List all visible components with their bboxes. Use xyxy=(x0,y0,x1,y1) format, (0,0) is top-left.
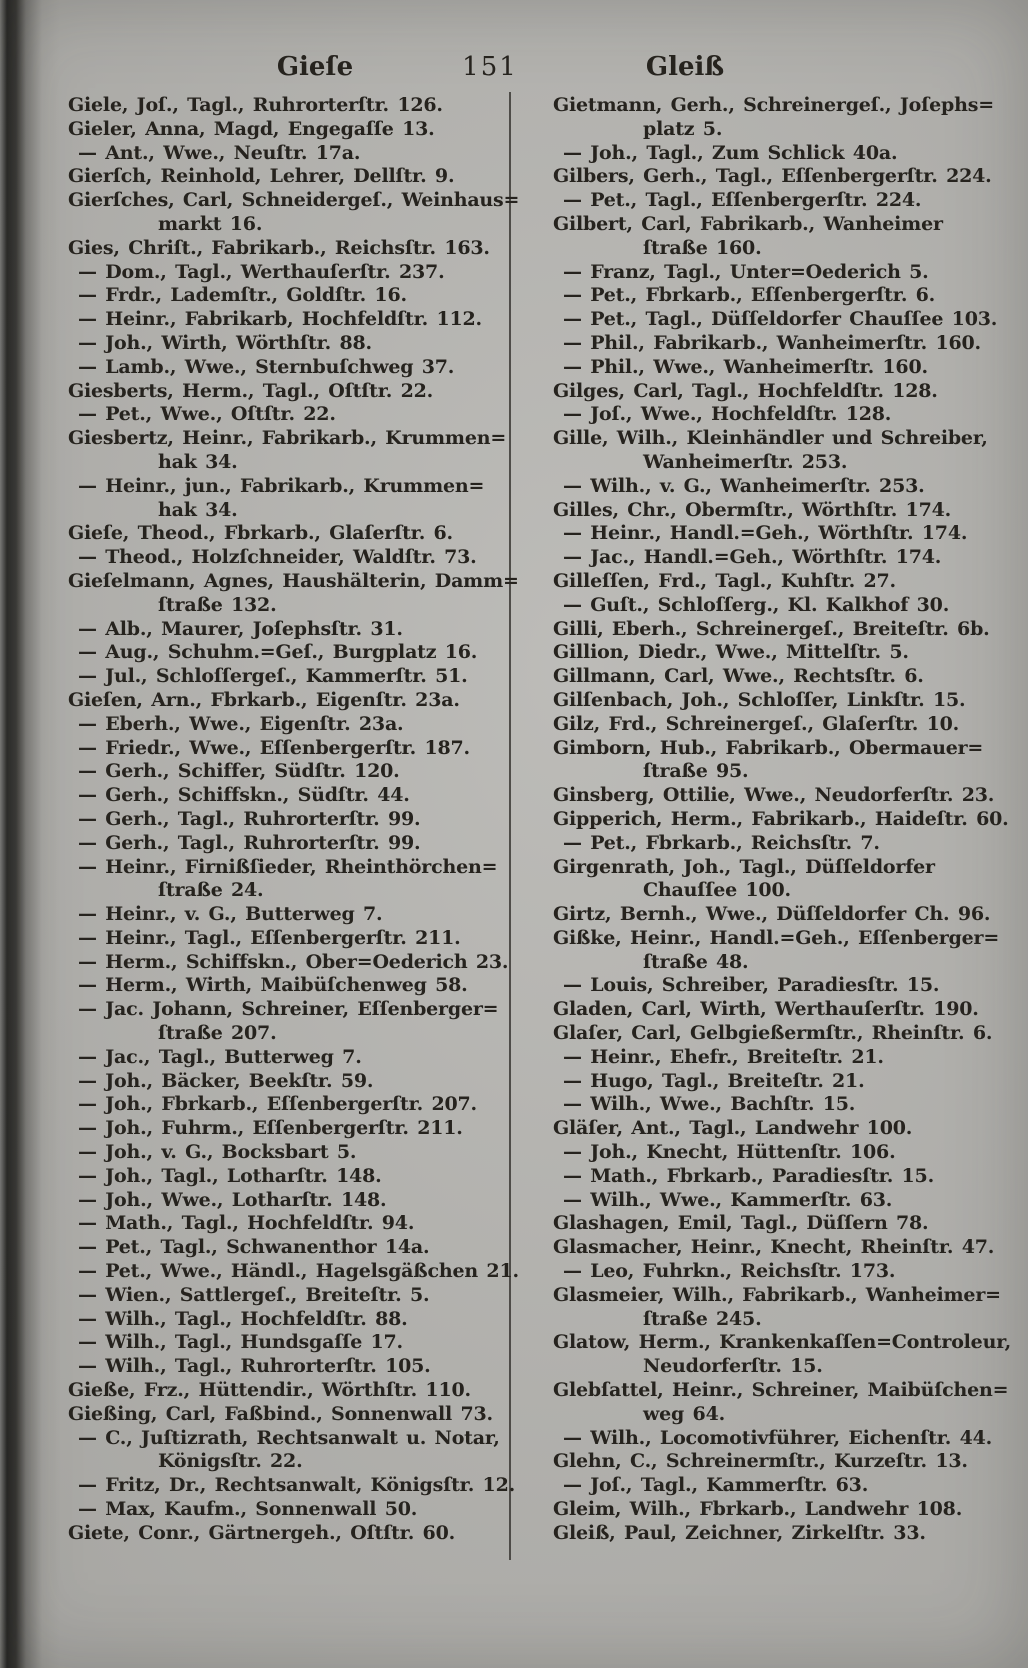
directory-entry-line: — Wilh., Tagl., Hundsgaſſe 17. xyxy=(78,1331,403,1354)
directory-entry-line: Gleiß, Paul, Zeichner, Zirkelſtr. 33. xyxy=(553,1521,926,1544)
directory-entry-line: Girgenrath, Joh., Tagl., Düſſeldorfer xyxy=(553,855,935,878)
directory-entry-line: — Wilh., Wwe., Bachſtr. 15. xyxy=(563,1093,856,1116)
directory-entry-line: — Pet., Tagl., Düſſeldorfer Chauſſee 103. xyxy=(563,308,998,331)
directory-entry-line: Glatow, Herm., Krankenkaſſen=Controleur, xyxy=(553,1331,1012,1354)
directory-entry-line: — Joh., Wwe., Lotharſtr. 148. xyxy=(78,1188,387,1211)
directory-entry-line: — Jac., Handl.=Geh., Wörthſtr. 174. xyxy=(563,546,942,569)
directory-entry-line: — Pet., Wwe., Händl., Hagelsgäßchen 21. xyxy=(78,1260,519,1283)
directory-entry-line: Glasmacher, Heinr., Knecht, Rheinſtr. 47. xyxy=(553,1236,995,1259)
directory-entry-line: Gierſches, Carl, Schneidergeſ., Weinhaus= xyxy=(68,189,520,212)
directory-entry-line: — Dom., Tagl., Werthauſerſtr. 237. xyxy=(78,260,445,283)
directory-entry-line: — Gerh., Schiffskn., Südſtr. 44. xyxy=(78,784,410,807)
directory-entry-line: — Heinr., Fabrikarb, Hochfeldſtr. 112. xyxy=(78,308,482,331)
directory-entry-line: — Wilh., Tagl., Ruhrorterſtr. 105. xyxy=(78,1355,431,1378)
directory-text-block xyxy=(68,94,1012,1546)
directory-entry-line: — Wilh., Tagl., Hochfeldſtr. 88. xyxy=(78,1307,408,1330)
directory-entry-line: hak 34. xyxy=(158,450,238,473)
directory-entry-line: — Pet., Fbrkarb., Reichsſtr. 7. xyxy=(563,831,880,854)
directory-entry-line: — Jac., Tagl., Butterweg 7. xyxy=(78,1045,362,1068)
directory-entry-line: Glaſer, Carl, Gelbgießermſtr., Rheinſtr. 6. xyxy=(553,1022,993,1045)
directory-entry-line: Gille, Wilh., Kleinhändler und Schreiber, xyxy=(553,427,988,450)
directory-entry-line: — Heinr., v. G., Butterweg 7. xyxy=(78,903,383,926)
directory-entry-line: — Heinr., Ehefr., Breiteſtr. 21. xyxy=(563,1045,884,1068)
directory-entry-line: weg 64. xyxy=(643,1402,725,1425)
directory-entry-line: — Frdr., Lademſtr., Goldſtr. 16. xyxy=(78,284,407,307)
page-number: 151 xyxy=(462,52,518,82)
directory-entry-line: markt 16. xyxy=(158,212,263,235)
directory-column-right xyxy=(553,94,1012,1546)
directory-entry-line: ſtraße 24. xyxy=(158,879,264,902)
directory-entry-line: Girtz, Bernh., Wwe., Düſſeldorfer Ch. 96. xyxy=(553,903,991,926)
directory-entry-line: Glehn, C., Schreinermſtr., Kurzeſtr. 13. xyxy=(553,1450,968,1473)
directory-entry-line: Gießing, Carl, Faßbind., Sonnenwall 73. xyxy=(68,1402,493,1425)
directory-entry-line: ſtraße 48. xyxy=(643,950,749,973)
directory-entry-line: Gillion, Diedr., Wwe., Mittelſtr. 5. xyxy=(553,641,909,664)
directory-entry-line: — Joh., v. G., Bocksbart 5. xyxy=(78,1141,357,1164)
directory-entry-line: — Pet., Tagl., Schwanenthor 14a. xyxy=(78,1236,430,1259)
directory-entry-line: — Herm., Schiffskn., Ober=Oederich 23. xyxy=(78,950,509,973)
directory-entry-line: ſtraße 245. xyxy=(643,1307,762,1330)
directory-entry-line: Gilli, Eberh., Schreinergeſ., Breiteſtr. 6b. xyxy=(553,617,990,640)
directory-entry-line: — Joſ., Wwe., Hochfeldſtr. 128. xyxy=(563,403,892,426)
directory-entry-line: ſtraße 160. xyxy=(643,236,762,259)
directory-entry-line: — Franz, Tagl., Unter=Oederich 5. xyxy=(563,260,929,283)
directory-entry-line: Neudorferſtr. 15. xyxy=(643,1355,823,1378)
directory-entry-line: — Joh., Fbrkarb., Eſſenbergerſtr. 207. xyxy=(78,1093,477,1116)
directory-entry-line: — Eberh., Wwe., Eigenſtr. 23a. xyxy=(78,712,404,735)
directory-entry-line: hak 34. xyxy=(158,498,238,521)
directory-entry-line: Gieſe, Theod., Fbrkarb., Glaſerſtr. 6. xyxy=(68,522,453,545)
directory-entry-line: — Pet., Tagl., Eſſenbergerſtr. 224. xyxy=(563,189,922,212)
directory-entry-line: Gilles, Chr., Obermſtr., Wörthſtr. 174. xyxy=(553,498,952,521)
directory-entry-line: Glashagen, Emil, Tagl., Düſſern 78. xyxy=(553,1212,929,1235)
directory-entry-line: Gieſelmann, Agnes, Haushälterin, Damm= xyxy=(68,569,519,592)
directory-entry-line: — Joh., Wirth, Wörthſtr. 88. xyxy=(78,331,372,354)
directory-entry-line: — Fritz, Dr., Rechtsanwalt, Königsſtr. 12. xyxy=(78,1474,516,1497)
directory-entry-line: Gleim, Wilh., Fbrkarb., Landwehr 108. xyxy=(553,1498,963,1521)
directory-entry-line: Wanheimerſtr. 253. xyxy=(643,450,848,473)
directory-entry-line: Gietmann, Gerh., Schreinergeſ., Joſephs= xyxy=(553,94,994,116)
directory-entry-line: — Phil., Fabrikarb., Wanheimerſtr. 160. xyxy=(563,331,981,354)
directory-entry-line: — Jac. Johann, Schreiner, Eſſenberger= xyxy=(78,998,499,1021)
directory-entry-line: — Gerh., Tagl., Ruhrorterſtr. 99. xyxy=(78,831,421,854)
directory-entry-line: Gißke, Heinr., Handl.=Geh., Eſſenberger= xyxy=(553,926,1000,949)
directory-entry-line: — Wilh., Wwe., Kammerſtr. 63. xyxy=(563,1188,893,1211)
directory-entry-line: — Heinr., Handl.=Geh., Wörthſtr. 174. xyxy=(563,522,968,545)
directory-entry-line: Giete, Conr., Gärtnergeh., Oſtſtr. 60. xyxy=(68,1521,456,1544)
directory-entry-line: Gilges, Carl, Tagl., Hochfeldſtr. 128. xyxy=(553,379,938,402)
directory-entry-line: — Joh., Bäcker, Beekſtr. 59. xyxy=(78,1069,374,1092)
directory-entry-line: — Aug., Schuhm.=Geſ., Burgplatz 16. xyxy=(78,641,478,664)
directory-entry-line: — Math., Fbrkarb., Paradiesſtr. 15. xyxy=(563,1164,934,1187)
directory-entry-line: — Theod., Holzſchneider, Waldſtr. 73. xyxy=(78,546,477,569)
directory-entry-line: Gilleſſen, Frd., Tagl., Kuhſtr. 27. xyxy=(553,569,896,592)
directory-entry-line: Ginsberg, Ottilie, Wwe., Neudorferſtr. 23. xyxy=(553,784,995,807)
directory-entry-line: — Math., Tagl., Hochfeldſtr. 94. xyxy=(78,1212,415,1235)
directory-entry-line: — Hugo, Tagl., Breiteſtr. 21. xyxy=(563,1069,865,1092)
directory-entry-line: Chauſſee 100. xyxy=(643,879,791,902)
directory-entry-line: — Lamb., Wwe., Sternbuſchweg 37. xyxy=(78,355,455,378)
directory-entry-line: — Joh., Knecht, Hüttenſtr. 106. xyxy=(563,1141,896,1164)
directory-entry-line: — Phil., Wwe., Wanheimerſtr. 160. xyxy=(563,355,928,378)
directory-entry-line: — Gerh., Schiffer, Südſtr. 120. xyxy=(78,760,400,783)
directory-entry-line: Gipperich, Herm., Fabrikarb., Haideſtr. 60. xyxy=(553,807,1009,830)
directory-entry-line: — Jul., Schloſſergeſ., Kammerſtr. 51. xyxy=(78,665,468,688)
directory-entry-line: — Heinr., Tagl., Eſſenbergerſtr. 211. xyxy=(78,926,461,949)
directory-entry-line: — Friedr., Wwe., Eſſenbergerſtr. 187. xyxy=(78,736,470,759)
header-left-catchword: Gieſe xyxy=(276,52,354,82)
directory-entry-line: — Ant., Wwe., Neuſtr. 17a. xyxy=(78,141,361,164)
directory-entry-line: Gieſen, Arn., Fbrkarb., Eigenſtr. 23a. xyxy=(68,688,460,711)
directory-entry-line: Glasmeier, Wilh., Fabrikarb., Wanheimer= xyxy=(553,1283,1001,1306)
directory-entry-line: Gladen, Carl, Wirth, Werthauſerſtr. 190. xyxy=(553,998,979,1021)
directory-entry-line: platz 5. xyxy=(643,117,723,140)
directory-entry-line: Gillmann, Carl, Wwe., Rechtsſtr. 6. xyxy=(553,665,924,688)
directory-entry-line: — Alb., Maurer, Joſephsſtr. 31. xyxy=(78,617,403,640)
directory-entry-line: — Joh., Tagl., Lotharſtr. 148. xyxy=(78,1164,382,1187)
directory-entry-line: Gläſer, Ant., Tagl., Landwehr 100. xyxy=(553,1117,913,1140)
directory-entry-line: — Guſt., Schloſſerg., Kl. Kalkhof 30. xyxy=(563,593,950,616)
directory-entry-line: Gilbert, Carl, Fabrikarb., Wanheimer xyxy=(553,212,943,235)
page-header xyxy=(0,52,1028,86)
directory-entry-line: — Wilh., Locomotivführer, Eichenſtr. 44. xyxy=(563,1426,993,1449)
directory-entry-line: — Gerh., Tagl., Ruhrorterſtr. 99. xyxy=(78,807,421,830)
directory-entry-line: — Herm., Wirth, Maibüſchenweg 58. xyxy=(78,974,468,997)
directory-entry-line: ſtraße 207. xyxy=(158,1022,277,1045)
directory-entry-line: Gilbers, Gerh., Tagl., Eſſenbergerſtr. 224. xyxy=(553,165,992,188)
directory-entry-line: ſtraße 132. xyxy=(158,593,277,616)
directory-entry-line: Gies, Chriſt., Fabrikarb., Reichsſtr. 163. xyxy=(68,236,490,259)
directory-entry-line: Giele, Joſ., Tagl., Ruhrorterſtr. 126. xyxy=(68,94,443,116)
directory-entry-line: Gierſch, Reinhold, Lehrer, Dellſtr. 9. xyxy=(68,165,455,188)
directory-entry-line: Gilz, Frd., Schreinergeſ., Glaſerſtr. 10. xyxy=(553,712,960,735)
directory-entry-line: — C., Juſtizrath, Rechtsanwalt u. Notar, xyxy=(78,1426,500,1449)
directory-entry-line: Gilſenbach, Joh., Schloſſer, Linkſtr. 15. xyxy=(553,688,966,711)
directory-entry-line: — Max, Kaufm., Sonnenwall 50. xyxy=(78,1498,418,1521)
directory-entry-line: Glebſattel, Heinr., Schreiner, Maibüſchen= xyxy=(553,1379,1009,1402)
header-right-catchword: Gleiß xyxy=(645,52,725,82)
directory-entry-line: Gieße, Frz., Hüttendir., Wörthſtr. 110. xyxy=(68,1379,471,1402)
directory-entry-line: — Heinr., Firnißſieder, Rheinthörchen= xyxy=(78,855,498,878)
directory-column-left xyxy=(68,94,520,1546)
directory-entry-line: — Pet., Wwe., Oſtſtr. 22. xyxy=(78,403,336,426)
directory-entry-line: ſtraße 95. xyxy=(643,760,749,783)
directory-entry-line: — Wien., Sattlergeſ., Breiteſtr. 5. xyxy=(78,1283,430,1306)
directory-entry-line: Gieler, Anna, Magd, Engegaſſe 13. xyxy=(68,117,435,140)
directory-entry-line: — Joh., Tagl., Zum Schlick 40a. xyxy=(563,141,898,164)
directory-entry-line: — Louis, Schreiber, Paradiesſtr. 15. xyxy=(563,974,940,997)
directory-entry-line: Gimborn, Hub., Fabrikarb., Obermauer= xyxy=(553,736,984,759)
directory-entry-line: Giesberts, Herm., Tagl., Oſtſtr. 22. xyxy=(68,379,434,402)
directory-entry-line: — Wilh., v. G., Wanheimerſtr. 253. xyxy=(563,474,925,497)
directory-entry-line: — Heinr., jun., Fabrikarb., Krummen= xyxy=(78,474,485,497)
directory-entry-line: — Pet., Fbrkarb., Eſſenbergerſtr. 6. xyxy=(563,284,936,307)
directory-entry-line: — Joh., Fuhrm., Eſſenbergerſtr. 211. xyxy=(78,1117,463,1140)
directory-entry-line: Giesbertz, Heinr., Fabrikarb., Krummen= xyxy=(68,427,507,450)
directory-entry-line: Königsſtr. 22. xyxy=(158,1450,303,1473)
directory-entry-line: — Leo, Fuhrkn., Reichsſtr. 173. xyxy=(563,1260,896,1283)
directory-entry-line: — Joſ., Tagl., Kammerſtr. 63. xyxy=(563,1474,869,1497)
